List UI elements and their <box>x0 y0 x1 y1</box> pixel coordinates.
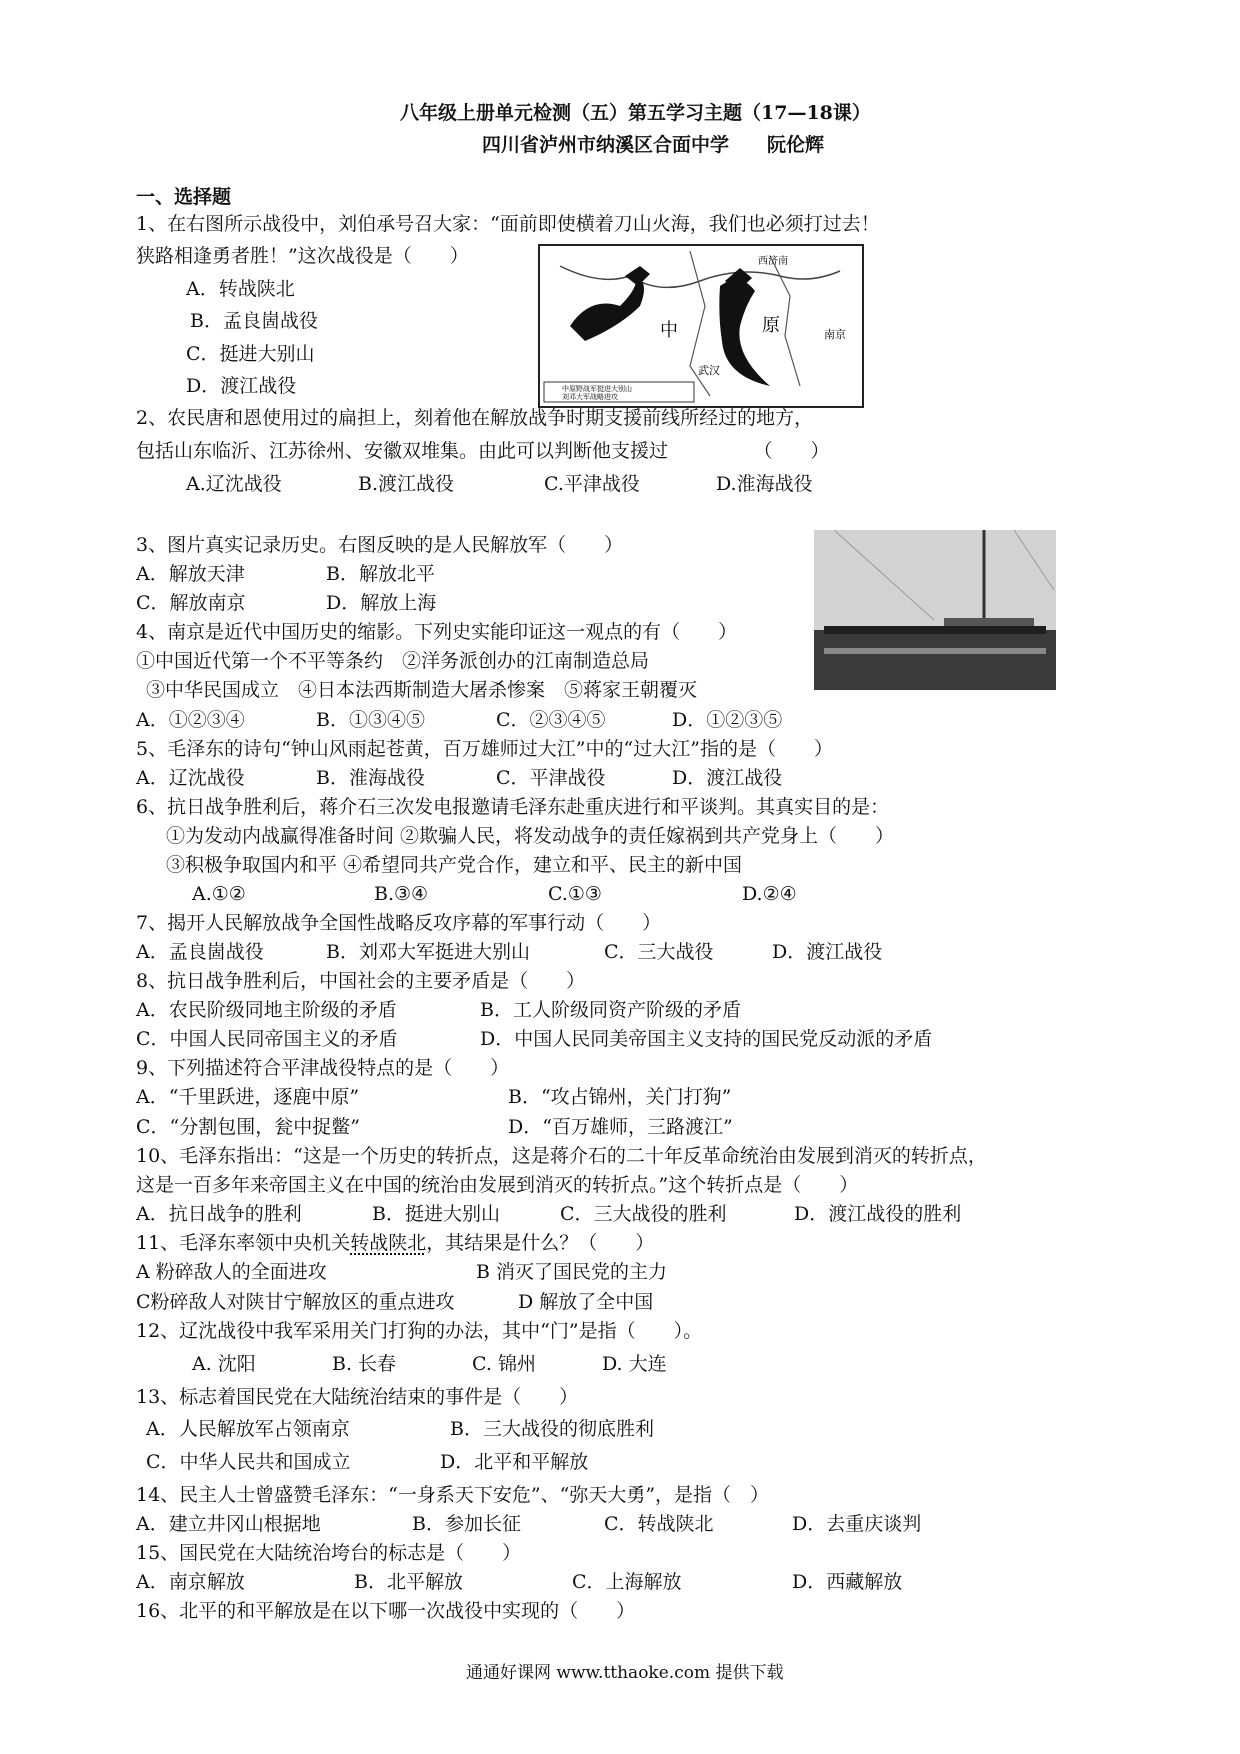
q4-option-b: B．①③④⑤ <box>316 709 425 731</box>
battle-map-svg <box>540 246 862 406</box>
q9-option-a: A．“千里跃进，逐鹿中原” <box>136 1086 360 1108</box>
building-stripe <box>824 648 1046 654</box>
q2-stem-line1: 2、农民唐和恩使用过的扁担上，刻着他在解放战争时期支援前线所经过的地方， <box>136 407 814 429</box>
q11-stem-part1: 11、毛泽东率领中央机关 <box>136 1232 351 1254</box>
q13-stem: 13、标志着国民党在大陆统治结束的事件是（ ） <box>136 1386 579 1408</box>
q4-option-c: C．②③④⑤ <box>496 709 606 731</box>
q9-option-b: B．“攻占锦州，关门打狗” <box>508 1086 732 1108</box>
q15-option-d: D．西藏解放 <box>792 1571 903 1593</box>
map-legend-1: 中原野战军挺进大别山 <box>562 385 632 393</box>
q14-option-b: B．参加长征 <box>412 1513 521 1535</box>
q9-stem: 9、下列描述符合平津战役特点的是（ ） <box>136 1057 510 1079</box>
q7-option-a: A．孟良崮战役 <box>136 941 264 963</box>
q10-stem-line1: 10、毛泽东指出：“这是一个历史的转折点，这是蒋介石的二十年反革命统治由发展到消灭的转折点， <box>136 1145 987 1167</box>
q12-option-a: A. 沈阳 <box>192 1353 256 1375</box>
q10-option-b: B．挺进大别山 <box>372 1203 500 1225</box>
q4-option-a: A．①②③④ <box>136 709 245 731</box>
q1-option-b: B．孟良崮战役 <box>190 310 318 332</box>
q2-stem-line2: 包括山东临沂、江苏徐州、安徽双堆集。由此可以判断他支援过 （ ） <box>136 440 830 462</box>
q6-option-a: A.①② <box>192 883 246 905</box>
arrow-head-1 <box>625 266 650 286</box>
q9-option-c: C．“分割包围，瓮中捉鳖” <box>136 1116 360 1138</box>
q12-option-c: C. 锦州 <box>472 1353 536 1375</box>
liberation-photo <box>814 530 1056 690</box>
q2-option-c: C.平津战役 <box>544 473 640 495</box>
q13-option-c: C．中华人民共和国成立 <box>146 1451 351 1473</box>
q6-option-b: B.③④ <box>374 883 429 905</box>
q11-stem <box>136 1231 654 1255</box>
battle-map-figure <box>538 244 864 408</box>
page-footer: 通通好课网 www.tthaoke.com 提供下载 <box>466 1663 784 1683</box>
q13-option-b: B．三大战役的彻底胜利 <box>450 1418 654 1440</box>
q1-stem-line1: 1、在右图所示战役中，刘伯承号召大家：“面前即使横着刀山火海，我们也必须打过去！ <box>136 213 880 235</box>
advance-arrow-west <box>570 276 644 341</box>
q11-stem-emphasis: 转战陕北 <box>350 1232 427 1254</box>
q1-option-a: A．转战陕北 <box>186 278 295 300</box>
q6-option-c: C.①③ <box>548 883 602 905</box>
q2-option-b: B.渡江战役 <box>358 473 455 495</box>
q15-option-c: C．上海解放 <box>572 1571 682 1593</box>
q7-option-d: D．渡江战役 <box>772 941 883 963</box>
map-label-yuan: 原 <box>762 315 780 336</box>
q11-option-a: A 粉碎敌人的全面进攻 <box>136 1261 327 1283</box>
q11-stem-part2: ，其结果是什么？（ ） <box>426 1232 655 1254</box>
q14-option-a: A．建立井冈山根据地 <box>136 1513 321 1535</box>
q8-option-b: B．工人阶级同资产阶级的矛盾 <box>480 999 741 1021</box>
q8-stem: 8、抗日战争胜利后，中国社会的主要矛盾是（ ） <box>136 970 586 992</box>
q7-stem: 7、揭开人民解放战争全国性战略反攻序幕的军事行动（ ） <box>136 912 662 934</box>
q15-stem: 15、国民党在大陆统治垮台的标志是（ ） <box>136 1542 522 1564</box>
q11-option-b: B 消灭了国民党的主力 <box>476 1261 668 1283</box>
q1-option-c: C．挺进大别山 <box>186 343 315 365</box>
q5-option-a: A．辽沈战役 <box>136 767 245 789</box>
q11-option-d: D 解放了全中国 <box>518 1291 654 1313</box>
map-label-zhong: 中 <box>660 320 678 341</box>
q10-option-d: D．渡江战役的胜利 <box>794 1203 962 1225</box>
q14-option-c: C．转战陕北 <box>604 1513 714 1535</box>
q5-stem: 5、毛泽东的诗句“钟山风雨起苍黄，百万雄师过大江”中的“过大江”指的是（ ） <box>136 738 833 760</box>
q7-option-c: C．三大战役 <box>604 941 714 963</box>
soldiers-row <box>824 626 1046 634</box>
q6-option-d: D.②④ <box>742 883 797 905</box>
q12-stem: 12、辽沈战役中我军采用关门打狗的办法，其中“门”是指（ ）。 <box>136 1320 703 1342</box>
q5-option-d: D．渡江战役 <box>672 767 783 789</box>
q15-option-b: B．北平解放 <box>354 1571 463 1593</box>
q12-option-d: D. 大连 <box>602 1353 667 1375</box>
q10-option-c: C．三大战役的胜利 <box>560 1203 727 1225</box>
map-label-jinan: 西济南 <box>758 256 788 267</box>
q14-option-d: D．去重庆谈判 <box>792 1513 922 1535</box>
q8-option-d: D．中国人民同美帝国主义支持的国民党反动派的矛盾 <box>480 1028 933 1050</box>
q4-option-d: D．①②③⑤ <box>672 709 783 731</box>
q15-option-a: A．南京解放 <box>136 1571 245 1593</box>
q4-items-line1: ①中国近代第一个不平等条约 ②洋务派创办的江南制造总局 <box>136 650 650 672</box>
building-body <box>814 630 1056 690</box>
q5-option-c: C．平津战役 <box>496 767 606 789</box>
q2-option-d: D.淮海战役 <box>716 473 813 495</box>
q14-stem: 14、民主人士曾盛赞毛泽东：“一身系天下安危”、“弥天大勇”，是指（ ） <box>136 1484 770 1506</box>
q10-stem-line2: 这是一百多年来帝国主义在中国的统治由发展到消灭的转折点。”这个转折点是（ ） <box>136 1174 859 1196</box>
page-subtitle: 四川省泸州市纳溪区合面中学 阮伦辉 <box>482 134 825 156</box>
photo-svg <box>814 530 1056 690</box>
q3-option-c: C．解放南京 <box>136 592 246 614</box>
q13-option-a: A．人民解放军占领南京 <box>146 1418 350 1440</box>
q10-option-a: A．抗日战争的胜利 <box>136 1203 302 1225</box>
q11-option-c: C粉碎敌人对陕甘宁解放区的重点进攻 <box>136 1291 455 1313</box>
q8-option-a: A．农民阶级同地主阶级的矛盾 <box>136 999 397 1021</box>
q16-stem: 16、北平的和平解放是在以下哪一次战役中实现的（ ） <box>136 1600 636 1622</box>
q6-items-line1: ①为发动内战赢得准备时间 ②欺骗人民，将发动战争的责任嫁祸到共产党身上（ ） <box>166 825 895 847</box>
q12-option-b: B. 长春 <box>332 1353 397 1375</box>
q3-option-b: B．解放北平 <box>326 563 435 585</box>
q4-stem: 4、南京是近代中国历史的缩影。下列史实能印证这一观点的有（ ） <box>136 621 738 643</box>
page-title: 八年级上册单元检测（五）第五学习主题（17—18课） <box>400 102 871 124</box>
q1-option-d: D．渡江战役 <box>186 375 297 397</box>
map-legend-2: 刘邓大军战略进攻 <box>562 393 618 401</box>
q6-stem: 6、抗日战争胜利后，蒋介石三次发电报邀请毛泽东赴重庆进行和平谈判。其真实目的是： <box>136 796 890 818</box>
q13-option-d: D．北平和平解放 <box>440 1451 589 1473</box>
map-label-nanjing: 南京 <box>824 328 846 341</box>
q9-option-d: D．“百万雄师，三路渡江” <box>508 1116 733 1138</box>
q1-stem-line2: 狭路相逢勇者胜！”这次战役是（ ） <box>136 245 469 267</box>
q2-option-a: A.辽沈战役 <box>186 473 282 495</box>
q3-stem: 3、图片真实记录历史。右图反映的是人民解放军（ ） <box>136 534 624 556</box>
map-label-wuhan: 武汉 <box>698 364 720 377</box>
q3-option-d: D．解放上海 <box>326 592 437 614</box>
q7-option-b: B．刘邓大军挺进大别山 <box>326 941 530 963</box>
q6-items-line2: ③积极争取国内和平 ④希望同共产党合作，建立和平、民主的新中国 <box>166 854 743 876</box>
q3-option-a: A．解放天津 <box>136 563 245 585</box>
q4-items-line2: ③中华民国成立 ④日本法西斯制造大屠杀惨案 ⑤蒋家王朝覆灭 <box>146 679 698 701</box>
river-line <box>560 266 840 287</box>
q5-option-b: B．淮海战役 <box>316 767 425 789</box>
section-heading: 一、选择题 <box>136 186 232 208</box>
q8-option-c: C．中国人民同帝国主义的矛盾 <box>136 1028 398 1050</box>
